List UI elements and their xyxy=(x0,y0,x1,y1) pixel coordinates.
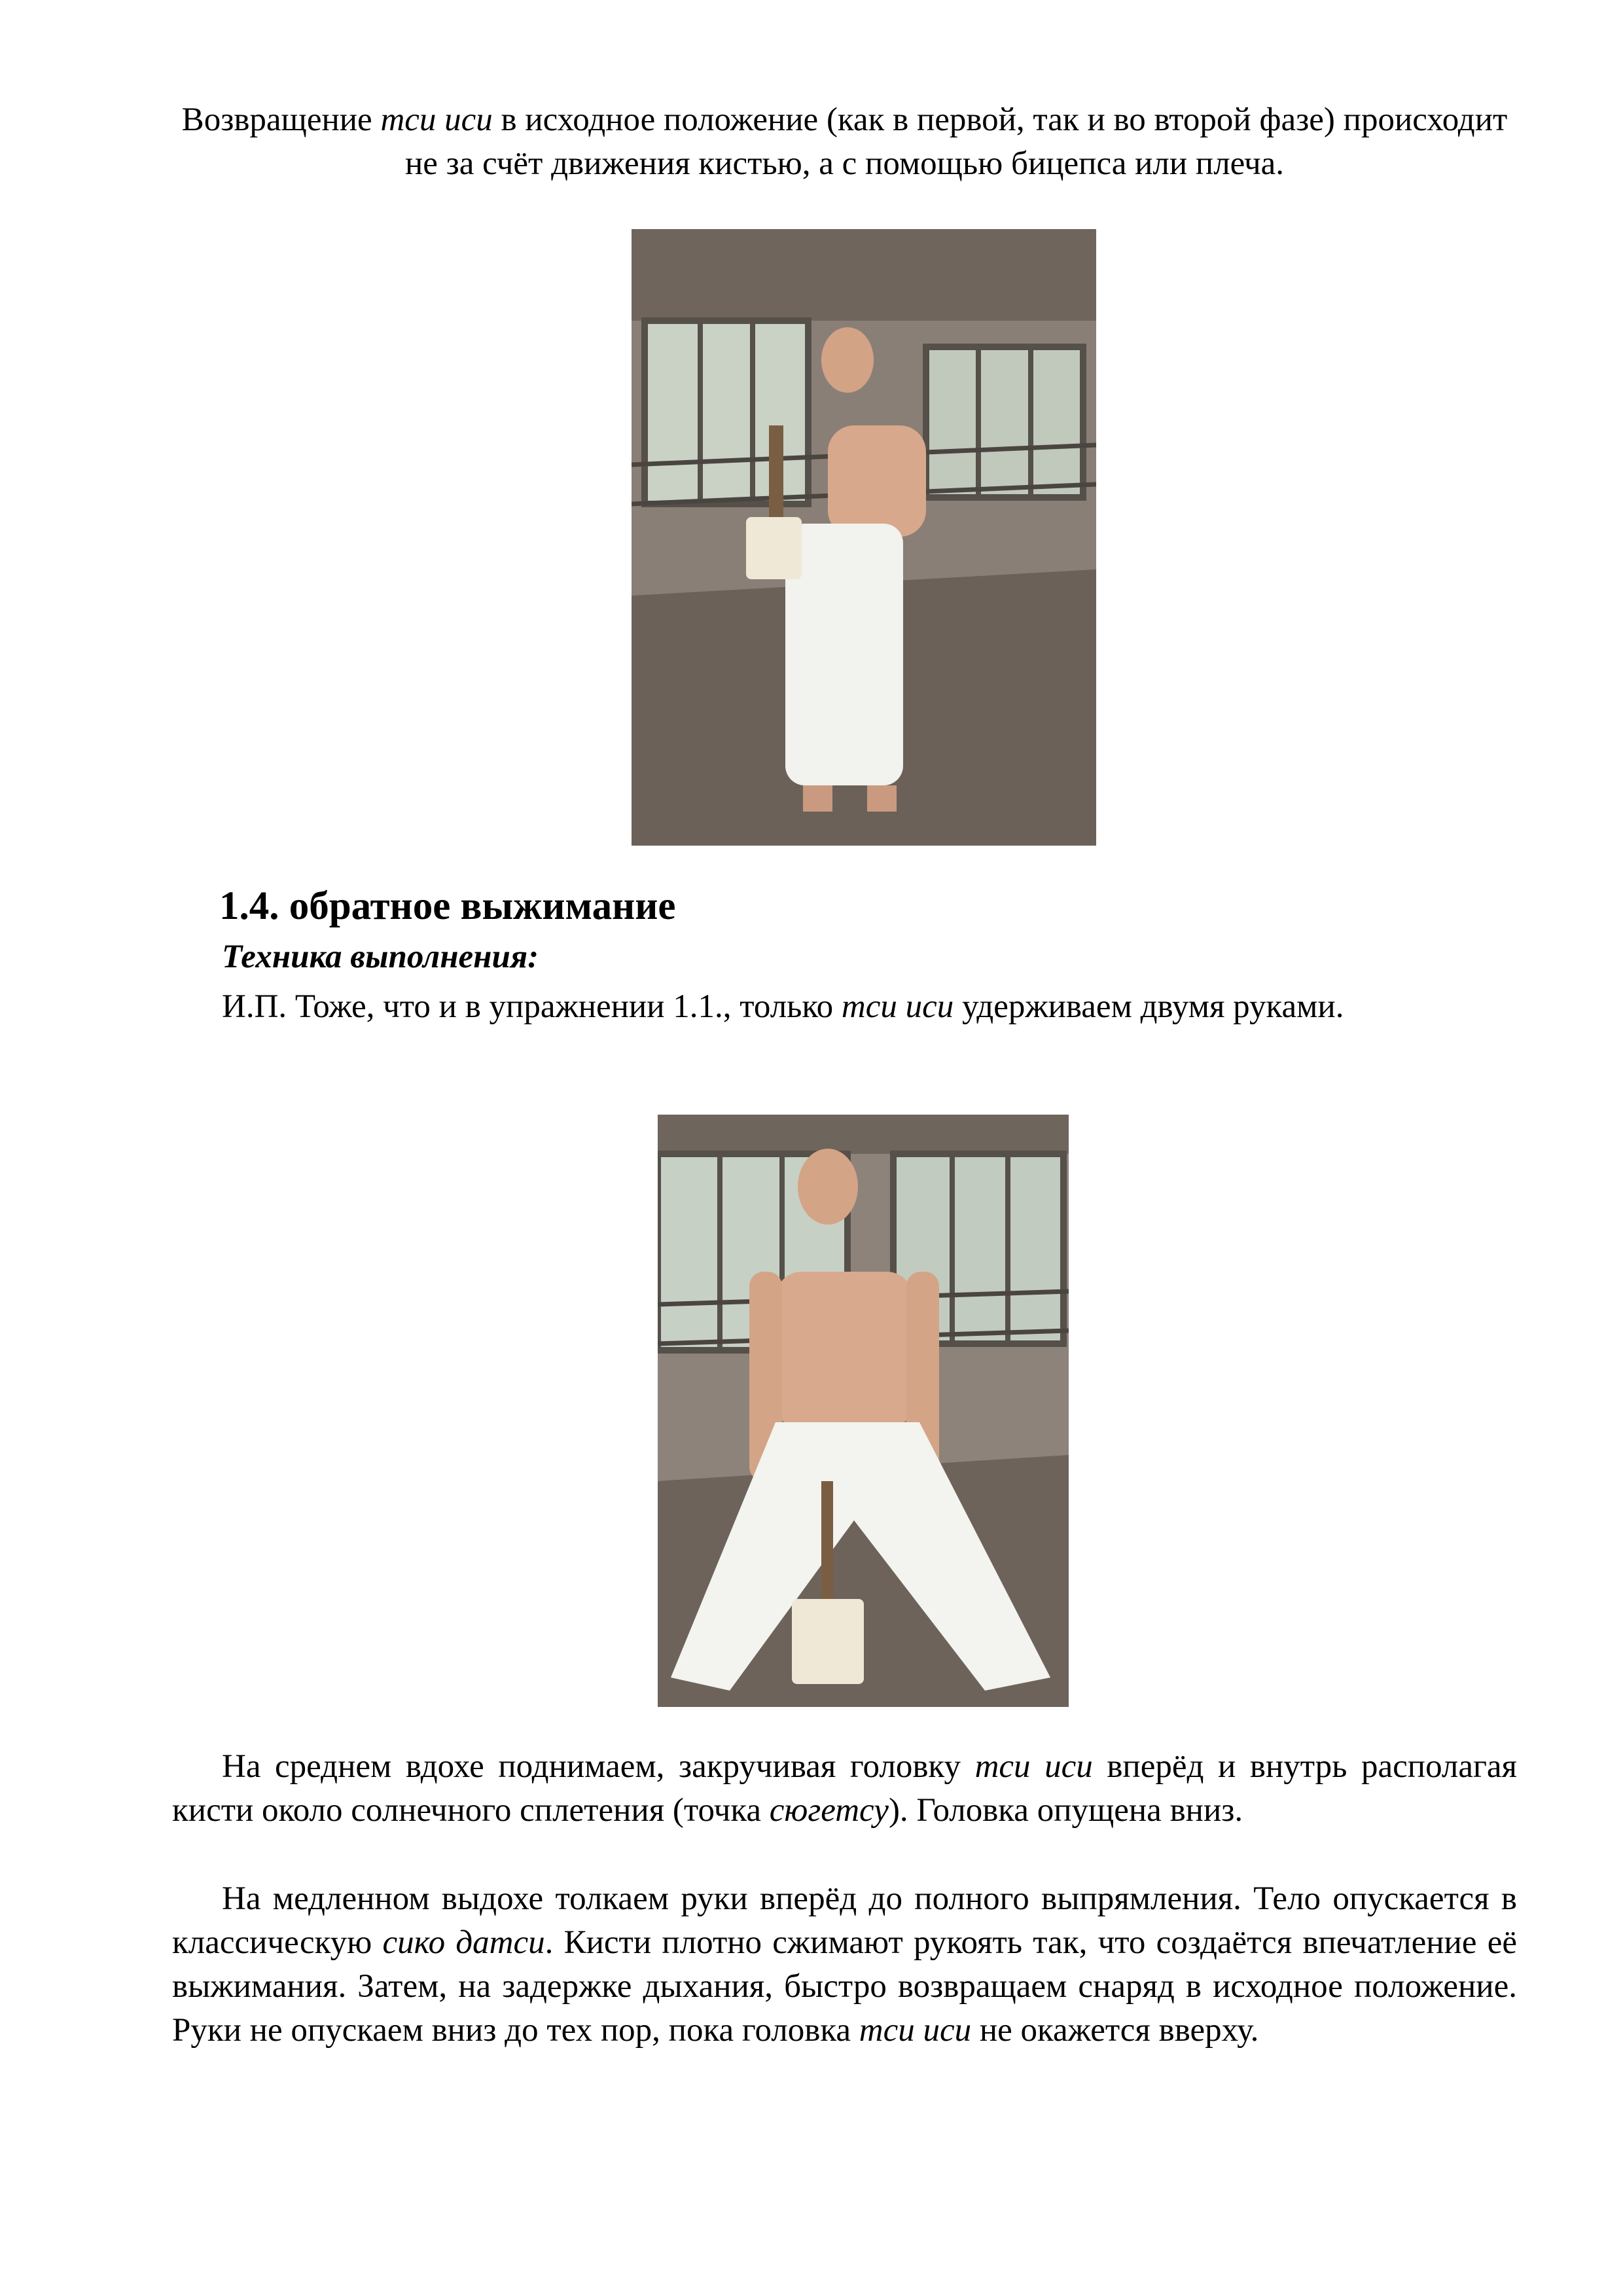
section-subheading: Техника выполнения: xyxy=(222,939,539,975)
section-heading: 1.4. обратное выжимание xyxy=(219,884,676,928)
intro-paragraph: Возвращение тси иси в исходное положение (как в первой, так и во второй фазе) происходит не за счёт движения кистью, а с помощью бицепса или плеча. xyxy=(181,101,1508,182)
term-shiko-dachi: сико датси xyxy=(382,1924,545,1961)
photo-exercise-2 xyxy=(658,1115,1069,1707)
photo-exercise-1 xyxy=(632,229,1096,846)
term-tsi-isi: тси иси xyxy=(380,101,493,138)
term-tsi-isi: тси иси xyxy=(841,988,954,1025)
starting-position-paragraph: И.П. Тоже, что и в упражнении 1.1., только тси иси удерживаем двумя руками. xyxy=(222,988,1344,1025)
exhale-paragraph: На медленном выдохе толкаем руки вперёд до полного выпрямления. Тело опускается в классическую сико датси. Кисти плотно сжимают рукоять так, что создаётся впечатление её выжимания. Затем, на задержке дыхания, быстро возвращаем снаряд в исходное положение. Руки не опускаем вниз до тех пор, пока головка тси иси не окажется вверху. xyxy=(172,1880,1517,2049)
term-tsi-isi: тси иси xyxy=(859,2012,972,2049)
term-tsi-isi: тси иси xyxy=(974,1748,1093,1785)
term-syugetsu: сюгетсу xyxy=(769,1792,889,1829)
inhale-paragraph: На среднем вдохе поднимаем, закручивая головку тси иси вперёд и внутрь располагая кисти около солнечного сплетения (точка сюгетсу). Головка опущена вниз. xyxy=(172,1748,1518,1829)
